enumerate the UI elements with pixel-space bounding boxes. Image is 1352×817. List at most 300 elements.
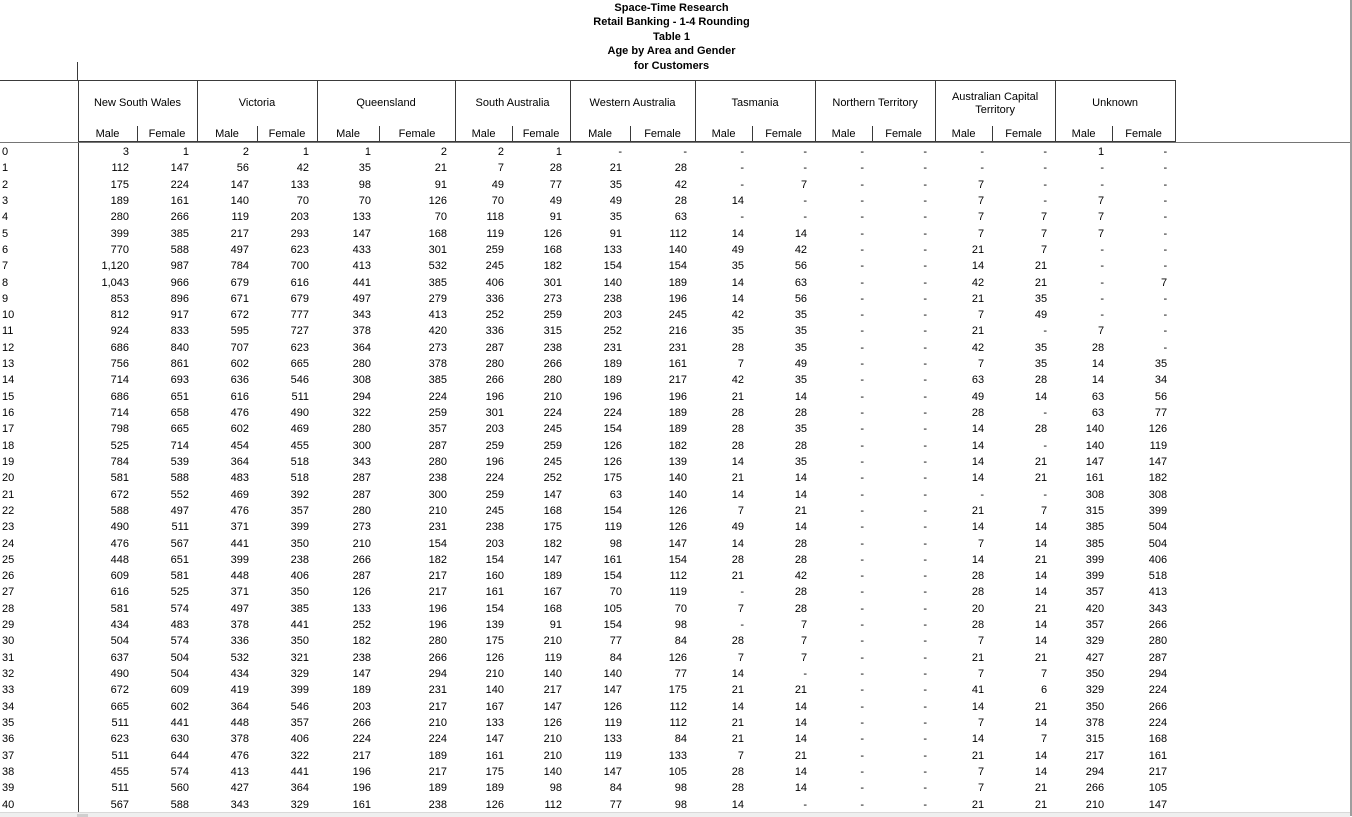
- data-cell: 14: [1034, 537, 1048, 550]
- data-cell: 7: [977, 211, 985, 224]
- data-cell: 552: [170, 488, 189, 501]
- data-cell: 98: [674, 782, 688, 795]
- data-cell: 665: [290, 358, 310, 371]
- data-cell: 126: [603, 700, 623, 713]
- data-cell: -: [1100, 162, 1105, 175]
- data-cell: 385: [290, 602, 310, 615]
- table-row: [0, 715, 1175, 731]
- data-cell: 266: [352, 553, 372, 566]
- table-row: [0, 470, 1175, 486]
- data-cell: -: [923, 749, 928, 762]
- data-cell: 567: [170, 537, 189, 550]
- table-row: [0, 797, 1175, 813]
- data-cell: -: [860, 309, 865, 322]
- data-cell: 371: [230, 586, 249, 599]
- gender-header: Male: [317, 126, 379, 142]
- row-label: 34: [0, 699, 78, 715]
- data-cell: 28: [971, 570, 985, 583]
- table-row: [0, 780, 1175, 796]
- data-cell: -: [803, 211, 808, 224]
- data-cell: 287: [1148, 651, 1168, 664]
- data-cell: 21: [1034, 260, 1048, 273]
- table-row: [0, 519, 1175, 535]
- data-cell: 168: [543, 602, 563, 615]
- data-cell: 14: [971, 700, 985, 713]
- data-cell: 28: [794, 602, 808, 615]
- data-cell: 35: [1034, 341, 1048, 354]
- data-cell: 210: [1085, 798, 1105, 811]
- data-cell: 14: [731, 700, 745, 713]
- data-cell: 7: [800, 651, 808, 664]
- data-cell: -: [923, 211, 928, 224]
- data-cell: 616: [230, 390, 249, 403]
- table-row: [0, 682, 1175, 698]
- data-cell: -: [860, 651, 865, 664]
- table-header: [0, 81, 1175, 142]
- table-row: [0, 650, 1175, 666]
- data-cell: 378: [428, 358, 448, 371]
- data-cell: 28: [731, 782, 745, 795]
- data-cell: -: [923, 146, 928, 158]
- data-cell: -: [923, 178, 928, 191]
- data-cell: 259: [485, 488, 505, 501]
- data-cell: 665: [110, 700, 129, 713]
- data-cell: 21: [794, 749, 808, 762]
- data-cell: 7: [497, 162, 505, 175]
- data-cell: 203: [290, 211, 310, 224]
- data-cell: -: [803, 194, 808, 207]
- title-table-description: Age by Area and Gender: [607, 45, 736, 58]
- data-cell: -: [740, 211, 745, 224]
- area-header-northern-territory: Northern Territory: [815, 81, 935, 127]
- data-cell: 147: [543, 488, 563, 501]
- row-label: 30: [0, 633, 78, 649]
- data-cell: 231: [428, 684, 448, 697]
- data-cell: 441: [290, 619, 310, 632]
- data-cell: 105: [603, 602, 623, 615]
- data-cell: 413: [230, 765, 249, 778]
- data-cell: 49: [1034, 309, 1048, 322]
- row-label: 10: [0, 307, 78, 323]
- data-cell: 399: [1085, 553, 1105, 566]
- row-label: 32: [0, 666, 78, 682]
- data-cell: 161: [603, 553, 623, 566]
- data-cell: 224: [352, 733, 372, 746]
- row-label: 35: [0, 715, 78, 731]
- data-cell: 224: [1148, 684, 1168, 697]
- data-cell: 7: [737, 602, 745, 615]
- data-cell: 238: [352, 651, 372, 664]
- data-cell: 7: [1040, 668, 1048, 680]
- data-cell: -: [980, 162, 985, 175]
- data-cell: 336: [485, 325, 505, 338]
- data-cell: 21: [971, 292, 985, 305]
- data-cell: 546: [290, 374, 310, 387]
- data-cell: 147: [668, 537, 688, 550]
- data-cell: 399: [290, 684, 310, 697]
- data-cell: 28: [1034, 374, 1048, 387]
- data-cell: 91: [549, 211, 563, 224]
- data-cell: 644: [170, 749, 189, 762]
- data-cell: -: [860, 178, 865, 191]
- data-cell: 21: [794, 684, 808, 697]
- table-row: [0, 193, 1175, 209]
- data-cell: 210: [543, 635, 563, 648]
- table-row: [0, 617, 1175, 633]
- data-cell: 399: [1085, 570, 1105, 583]
- table-row: [0, 601, 1175, 617]
- data-cell: -: [923, 651, 928, 664]
- data-cell: 210: [352, 537, 372, 550]
- data-cell: -: [923, 472, 928, 485]
- data-cell: 350: [290, 635, 310, 648]
- data-cell: -: [1100, 292, 1105, 305]
- data-cell: -: [618, 146, 623, 158]
- data-cell: 301: [428, 243, 448, 256]
- table-row: [0, 389, 1175, 405]
- data-cell: 20: [971, 602, 985, 615]
- data-cell: 161: [170, 194, 189, 207]
- data-cell: -: [803, 146, 808, 158]
- data-cell: 609: [110, 570, 129, 583]
- data-cell: -: [923, 162, 928, 175]
- data-cell: 245: [543, 423, 563, 436]
- data-cell: 112: [669, 716, 688, 729]
- data-cell: -: [1043, 325, 1048, 338]
- data-cell: -: [923, 504, 928, 517]
- data-cell: 238: [543, 341, 563, 354]
- data-cell: 301: [543, 276, 563, 289]
- data-cell: 441: [230, 537, 249, 550]
- data-cell: -: [1043, 162, 1048, 175]
- data-cell: -: [1043, 178, 1048, 191]
- data-cell: 147: [352, 668, 372, 680]
- data-cell: 419: [230, 684, 249, 697]
- data-cell: 175: [485, 635, 505, 648]
- data-cell: 161: [1085, 472, 1105, 485]
- data-cell: 280: [485, 358, 505, 371]
- data-cell: 56: [236, 162, 249, 175]
- data-cell: 427: [230, 782, 249, 795]
- data-cell: 189: [603, 358, 623, 371]
- data-cell: 1,043: [101, 276, 129, 289]
- data-cell: 7: [977, 782, 985, 795]
- data-cell: 126: [352, 586, 372, 599]
- data-cell: 210: [543, 749, 563, 762]
- row-label: 14: [0, 372, 78, 388]
- data-cell: -: [860, 504, 865, 517]
- data-cell: 21: [731, 733, 745, 746]
- data-cell: 14: [731, 276, 745, 289]
- data-cell: 21: [731, 390, 745, 403]
- data-cell: 497: [230, 602, 249, 615]
- data-cell: 126: [1148, 423, 1168, 436]
- data-cell: 28: [971, 619, 985, 632]
- data-cell: 917: [170, 309, 189, 322]
- area-header-row: [0, 81, 1175, 127]
- data-cell: 28: [971, 407, 985, 419]
- data-cell: 476: [230, 749, 249, 762]
- data-cell: 147: [485, 733, 505, 746]
- data-cell: 49: [731, 243, 745, 256]
- data-cell: -: [860, 227, 865, 240]
- data-cell: 140: [1085, 423, 1105, 436]
- data-cell: 21: [609, 162, 623, 175]
- data-cell: 378: [352, 325, 372, 338]
- data-cell: 343: [1148, 602, 1168, 615]
- row-label: 11: [0, 323, 78, 339]
- row-label: 5: [0, 226, 78, 242]
- data-cell: 182: [543, 260, 563, 273]
- data-cell: 406: [290, 733, 310, 746]
- table-row: [0, 323, 1175, 339]
- data-cell: 385: [1085, 537, 1105, 550]
- data-cell: 322: [290, 749, 310, 762]
- table-row: [0, 405, 1175, 421]
- data-cell: 252: [543, 472, 563, 485]
- data-cell: -: [1163, 341, 1168, 354]
- data-cell: -: [860, 521, 865, 534]
- data-cell: 161: [352, 798, 372, 811]
- data-cell: 196: [352, 765, 372, 778]
- data-cell: -: [923, 276, 928, 289]
- data-cell: 574: [170, 635, 189, 648]
- data-cell: 147: [1148, 455, 1168, 468]
- data-cell: 105: [668, 765, 688, 778]
- row-label: 20: [0, 470, 78, 486]
- data-cell: 671: [230, 292, 249, 305]
- data-cell: 259: [428, 407, 448, 419]
- data-cell: 511: [291, 390, 310, 403]
- data-cell: 28: [1091, 341, 1105, 354]
- data-cell: 280: [352, 504, 372, 517]
- data-cell: 609: [170, 684, 189, 697]
- data-cell: 294: [1148, 668, 1168, 680]
- data-cell: 91: [434, 178, 448, 191]
- data-cell: 1: [302, 146, 310, 158]
- data-cell: 63: [794, 276, 808, 289]
- data-cell: 217: [428, 765, 448, 778]
- data-cell: 34: [1154, 374, 1168, 387]
- data-cell: 637: [110, 651, 129, 664]
- data-cell: -: [860, 162, 865, 175]
- data-cell: 238: [428, 472, 448, 485]
- data-cell: 35: [794, 325, 808, 338]
- data-cell: 231: [428, 521, 448, 534]
- data-cell: 140: [668, 472, 688, 485]
- data-cell: -: [860, 243, 865, 256]
- data-cell: 14: [1034, 570, 1048, 583]
- data-cell: 28: [971, 586, 985, 599]
- data-cell: 154: [603, 260, 623, 273]
- data-cell: -: [923, 521, 928, 534]
- data-cell: 224: [428, 733, 448, 746]
- table-row: [0, 764, 1175, 780]
- data-cell: 14: [971, 455, 985, 468]
- table-row: [0, 372, 1175, 388]
- data-cell: 7: [1097, 325, 1105, 338]
- data-cell: -: [923, 325, 928, 338]
- data-cell: 7: [737, 504, 745, 517]
- data-cell: 35: [609, 211, 623, 224]
- data-cell: -: [923, 292, 928, 305]
- data-cell: -: [1163, 325, 1168, 338]
- row-label: 26: [0, 568, 78, 584]
- gender-header: Female: [752, 126, 815, 142]
- data-cell: 161: [485, 749, 505, 762]
- data-cell: 378: [230, 619, 249, 632]
- data-cell: 210: [428, 716, 448, 729]
- row-label: 28: [0, 601, 78, 617]
- data-cell: 147: [1085, 455, 1105, 468]
- data-cell: 7: [977, 358, 985, 371]
- data-cell: 14: [794, 716, 808, 729]
- data-cell: 28: [794, 553, 808, 566]
- data-cell: 168: [428, 227, 448, 240]
- data-cell: 21: [971, 749, 985, 762]
- data-cell: 70: [491, 194, 505, 207]
- gender-header: Male: [815, 126, 872, 142]
- data-cell: 21: [1034, 700, 1048, 713]
- data-cell: 483: [170, 619, 189, 632]
- data-cell: 7: [977, 635, 985, 648]
- data-cell: 588: [110, 504, 129, 517]
- data-cell: 308: [1148, 488, 1168, 501]
- data-cell: -: [683, 146, 688, 158]
- data-cell: 175: [603, 472, 623, 485]
- data-cell: 189: [428, 782, 448, 795]
- row-label: 7: [0, 258, 78, 274]
- report-title-block: [0, 1, 1343, 73]
- stub-cell: [0, 81, 78, 142]
- data-cell: -: [923, 602, 928, 615]
- data-cell: 189: [352, 684, 372, 697]
- data-cell: -: [860, 472, 865, 485]
- data-cell: 350: [1085, 700, 1105, 713]
- data-cell: 160: [485, 570, 505, 583]
- data-cell: 196: [668, 390, 688, 403]
- data-cell: 147: [603, 684, 623, 697]
- gender-header: Female: [992, 126, 1055, 142]
- data-cell: 14: [731, 194, 745, 207]
- data-cell: 259: [485, 243, 505, 256]
- data-cell: 7: [977, 178, 985, 191]
- data-cell: 399: [290, 521, 310, 534]
- data-cell: 1: [182, 146, 189, 158]
- data-cell: 217: [428, 586, 448, 599]
- data-cell: 147: [170, 162, 189, 175]
- data-cell: -: [860, 602, 865, 615]
- data-cell: 140: [603, 276, 623, 289]
- data-cell: -: [1100, 276, 1105, 289]
- data-cell: 434: [110, 619, 129, 632]
- row-label: 9: [0, 291, 78, 307]
- data-cell: 280: [352, 358, 372, 371]
- stub-column-divider: [77, 62, 78, 80]
- data-cell: -: [803, 668, 808, 680]
- data-cell: 217: [428, 570, 448, 583]
- gender-header: Male: [695, 126, 752, 142]
- data-cell: 679: [230, 276, 249, 289]
- gender-header-row: [0, 126, 1175, 142]
- data-cell: 315: [1085, 504, 1105, 517]
- data-cell: 350: [290, 586, 310, 599]
- data-cell: 406: [1148, 553, 1168, 566]
- data-cell: 280: [352, 423, 372, 436]
- data-cell: 1,120: [101, 260, 129, 273]
- data-cell: 175: [543, 521, 563, 534]
- data-cell: -: [923, 243, 928, 256]
- data-cell: -: [923, 553, 928, 566]
- data-cell: 126: [428, 194, 448, 207]
- data-cell: 1: [555, 146, 563, 158]
- data-cell: -: [860, 390, 865, 403]
- data-cell: 126: [668, 504, 688, 517]
- data-cell: -: [923, 586, 928, 599]
- data-cell: 28: [731, 341, 745, 354]
- data-cell: 196: [485, 390, 505, 403]
- data-cell: 28: [731, 407, 745, 419]
- data-cell: 518: [290, 472, 310, 485]
- data-cell: 896: [170, 292, 189, 305]
- data-cell: 14: [731, 292, 745, 305]
- data-cell: 28: [794, 439, 808, 452]
- data-cell: -: [923, 455, 928, 468]
- data-cell: 7: [1097, 211, 1105, 224]
- data-cell: 140: [543, 765, 563, 778]
- data-cell: 245: [668, 309, 688, 322]
- data-cell: 189: [485, 782, 505, 795]
- data-cell: 167: [485, 700, 505, 713]
- data-cell: 126: [668, 651, 688, 664]
- data-cell: -: [803, 798, 808, 811]
- data-cell: 14: [794, 227, 808, 240]
- gender-header: Male: [570, 126, 630, 142]
- title-population: for Customers: [633, 59, 710, 72]
- data-cell: 497: [230, 243, 249, 256]
- data-cell: -: [860, 765, 865, 778]
- gender-header: Male: [197, 126, 257, 142]
- data-cell: 35: [794, 423, 808, 436]
- data-cell: 784: [230, 260, 249, 273]
- data-cell: 336: [485, 292, 505, 305]
- data-cell: 126: [485, 798, 505, 811]
- data-cell: 602: [230, 358, 249, 371]
- data-cell: 399: [110, 227, 129, 240]
- data-cell: 217: [668, 374, 688, 387]
- data-cell: 70: [434, 211, 448, 224]
- area-header-unknown: Unknown: [1055, 81, 1175, 127]
- gender-header: Female: [257, 126, 317, 142]
- data-cell: 42: [794, 570, 808, 583]
- data-cell: 280: [1148, 635, 1168, 648]
- data-cell: 588: [170, 472, 189, 485]
- data-cell: -: [860, 194, 865, 207]
- data-cell: 321: [290, 651, 310, 664]
- data-cell: 714: [110, 374, 129, 387]
- data-cell: 266: [485, 374, 505, 387]
- area-header-queensland: Queensland: [317, 81, 455, 127]
- data-cell: 245: [485, 504, 505, 517]
- data-cell: 154: [485, 553, 505, 566]
- data-cell: 454: [230, 439, 249, 452]
- data-cell: 56: [1154, 390, 1168, 403]
- data-cell: 182: [668, 439, 688, 452]
- data-cell: 672: [110, 684, 129, 697]
- data-cell: 567: [110, 798, 129, 811]
- data-cell: -: [860, 570, 865, 583]
- data-cell: 329: [1085, 635, 1105, 648]
